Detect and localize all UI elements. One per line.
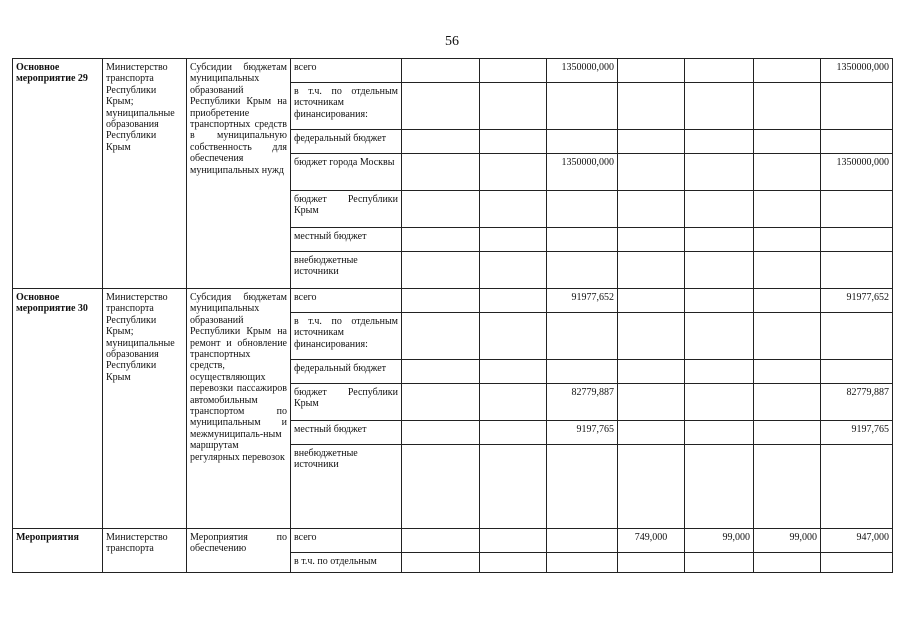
value-cell <box>480 384 547 421</box>
value-cell: 9197,765 <box>547 421 618 445</box>
total-cell: 947,000 <box>821 529 893 553</box>
value-cell <box>754 289 821 313</box>
value-cell <box>618 360 685 384</box>
funding-source-label: местный бюджет <box>291 228 402 252</box>
value-cell <box>618 59 685 83</box>
table-row <box>13 289 893 313</box>
value-cell <box>754 360 821 384</box>
value-cell <box>754 191 821 228</box>
measure-description: Субсидии бюджетам муниципальных образований Республики Крым на приобретение транспортных средств в муниципальную собственность для обеспечения муниципальных нужд <box>187 59 291 289</box>
value-cell: 91977,652 <box>547 289 618 313</box>
value-cell <box>685 360 754 384</box>
value-cell <box>547 83 618 130</box>
total-cell: 9197,765 <box>821 421 893 445</box>
value-cell <box>618 313 685 360</box>
value-cell <box>618 384 685 421</box>
value-cell <box>402 553 480 573</box>
value-cell <box>685 130 754 154</box>
value-cell <box>618 252 685 289</box>
page-number: 56 <box>445 34 459 49</box>
value-cell <box>618 83 685 130</box>
value-cell <box>754 313 821 360</box>
value-cell <box>685 191 754 228</box>
value-cell <box>480 252 547 289</box>
value-cell: 1350000,000 <box>547 59 618 83</box>
value-cell <box>618 154 685 191</box>
value-cell <box>547 228 618 252</box>
value-cell <box>618 191 685 228</box>
value-cell <box>547 360 618 384</box>
value-cell <box>685 289 754 313</box>
value-cell <box>685 384 754 421</box>
funding-source-label: всего <box>291 529 402 553</box>
total-cell: 1350000,000 <box>821 154 893 191</box>
value-cell <box>618 228 685 252</box>
value-cell <box>480 289 547 313</box>
total-cell <box>821 130 893 154</box>
value-cell <box>547 191 618 228</box>
total-cell: 82779,887 <box>821 384 893 421</box>
value-cell <box>480 191 547 228</box>
value-cell <box>685 553 754 573</box>
funding-source-label: в т.ч. по отдельным источникам финансирования: <box>291 313 402 360</box>
value-cell <box>480 228 547 252</box>
value-cell <box>754 83 821 130</box>
total-cell <box>821 252 893 289</box>
value-cell <box>685 83 754 130</box>
total-cell: 1350000,000 <box>821 59 893 83</box>
value-cell <box>754 252 821 289</box>
funding-source-label: всего <box>291 59 402 83</box>
value-cell <box>618 289 685 313</box>
value-cell <box>685 445 754 529</box>
value-cell <box>754 154 821 191</box>
total-cell <box>821 83 893 130</box>
funding-source-label: внебюджетные источники <box>291 252 402 289</box>
funding-source-label: бюджет Республики Крым <box>291 191 402 228</box>
value-cell <box>402 289 480 313</box>
program-table-body <box>13 59 893 573</box>
funding-source-label: всего <box>291 289 402 313</box>
value-cell <box>754 384 821 421</box>
value-cell <box>547 313 618 360</box>
value-cell <box>402 130 480 154</box>
measure-description: Субсидия бюджетам муниципальных образований Республики Крым на ремонт и обновление транспортных средств, осуществляющих перевозки пассажиров автомобильным транспортом по муниципальным и межмуниципаль-ным маршрутам регулярных перевозок <box>187 289 291 529</box>
funding-source-label: местный бюджет <box>291 421 402 445</box>
executor-org: Министерство транспорта Республики Крым; муниципальные образования Республики Крым <box>103 289 187 529</box>
value-cell <box>402 191 480 228</box>
value-cell <box>402 59 480 83</box>
total-cell <box>821 360 893 384</box>
value-cell <box>480 83 547 130</box>
value-cell: 1350000,000 <box>547 154 618 191</box>
table-row <box>13 529 893 553</box>
total-cell <box>821 313 893 360</box>
value-cell <box>480 313 547 360</box>
measure-name: Основное мероприятие 30 <box>13 289 103 529</box>
total-cell <box>821 553 893 573</box>
value-cell <box>618 553 685 573</box>
value-cell: 749,000 <box>618 529 685 553</box>
table-row <box>13 59 893 83</box>
funding-source-label: в т.ч. по отдельным источникам финансирования: <box>291 83 402 130</box>
value-cell <box>547 130 618 154</box>
funding-source-label: бюджет Республики Крым <box>291 384 402 421</box>
executor-org: Министерство транспорта Республики Крым; муниципальные образования Республики Крым <box>103 59 187 289</box>
value-cell <box>618 421 685 445</box>
value-cell <box>754 421 821 445</box>
value-cell <box>402 252 480 289</box>
value-cell <box>618 445 685 529</box>
program-table <box>12 58 893 573</box>
value-cell <box>402 529 480 553</box>
value-cell <box>685 228 754 252</box>
value-cell <box>685 154 754 191</box>
value-cell <box>754 228 821 252</box>
value-cell <box>754 553 821 573</box>
value-cell <box>754 59 821 83</box>
measure-name: Мероприятия <box>13 529 103 573</box>
total-cell <box>821 445 893 529</box>
value-cell <box>480 553 547 573</box>
executor-org: Министерство транспорта <box>103 529 187 573</box>
value-cell <box>402 421 480 445</box>
funding-source-label: внебюджетные источники <box>291 445 402 529</box>
value-cell <box>685 59 754 83</box>
value-cell <box>480 59 547 83</box>
value-cell <box>685 421 754 445</box>
value-cell <box>685 252 754 289</box>
value-cell <box>547 553 618 573</box>
total-cell <box>821 191 893 228</box>
value-cell <box>480 154 547 191</box>
value-cell <box>480 445 547 529</box>
value-cell <box>402 360 480 384</box>
value-cell <box>402 313 480 360</box>
value-cell <box>547 252 618 289</box>
value-cell <box>480 421 547 445</box>
value-cell <box>402 445 480 529</box>
value-cell: 99,000 <box>754 529 821 553</box>
value-cell: 99,000 <box>685 529 754 553</box>
funding-source-label: федеральный бюджет <box>291 360 402 384</box>
funding-source-label: в т.ч. по отдельным <box>291 553 402 573</box>
funding-source-label: бюджет города Москвы <box>291 154 402 191</box>
value-cell <box>547 529 618 553</box>
value-cell <box>480 130 547 154</box>
value-cell <box>402 228 480 252</box>
value-cell <box>480 360 547 384</box>
value-cell <box>547 445 618 529</box>
value-cell <box>402 83 480 130</box>
measure-name: Основное мероприятие 29 <box>13 59 103 289</box>
value-cell <box>402 154 480 191</box>
value-cell <box>402 384 480 421</box>
value-cell <box>480 529 547 553</box>
value-cell: 82779,887 <box>547 384 618 421</box>
value-cell <box>685 313 754 360</box>
value-cell <box>754 130 821 154</box>
measure-description: Мероприятия по обеспечению <box>187 529 291 573</box>
total-cell: 91977,652 <box>821 289 893 313</box>
value-cell <box>754 445 821 529</box>
funding-source-label: федеральный бюджет <box>291 130 402 154</box>
total-cell <box>821 228 893 252</box>
value-cell <box>618 130 685 154</box>
